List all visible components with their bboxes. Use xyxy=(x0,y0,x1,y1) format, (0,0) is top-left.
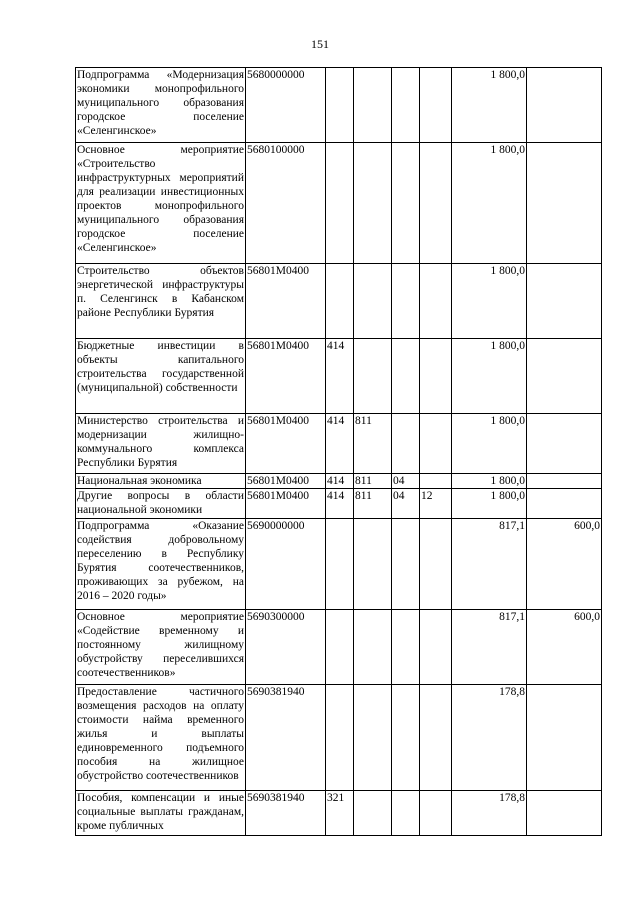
row-name: Основное мероприятие «Содействие временному и постоянному жилищному обустройству переселившихся соотечественников» xyxy=(76,610,246,685)
amount-1: 1 800,0 xyxy=(452,264,527,339)
expense-type-code: 414 xyxy=(326,339,354,414)
section-code xyxy=(392,791,420,836)
amount-1: 1 800,0 xyxy=(452,68,527,143)
section-code xyxy=(392,143,420,264)
subsection-code: 12 xyxy=(420,489,452,519)
target-article-code: 56801М0400 xyxy=(246,264,326,339)
row-name: Пособия, компенсации и иные социальные выплаты гражданам, кроме публичных xyxy=(76,791,246,836)
table-row xyxy=(76,685,602,791)
section-code: 04 xyxy=(392,474,420,489)
expense-type-code xyxy=(326,519,354,610)
table-row xyxy=(76,143,602,264)
ministry-code: 811 xyxy=(354,489,392,519)
row-name: Основное мероприятие «Строительство инфраструктурных мероприятий для реализации инвестиционных проектов монопрофильного муниципального образования городское поселение «Селенгинское» xyxy=(76,143,246,264)
amount-1: 817,1 xyxy=(452,519,527,610)
page-number: 151 xyxy=(311,37,329,51)
subsection-code xyxy=(420,339,452,414)
target-article-code: 5690300000 xyxy=(246,610,326,685)
amount-2 xyxy=(527,474,602,489)
amount-2: 600,0 xyxy=(527,519,602,610)
expense-type-code xyxy=(326,68,354,143)
section-code xyxy=(392,264,420,339)
target-article-code: 5680000000 xyxy=(246,68,326,143)
subsection-code xyxy=(420,791,452,836)
expense-type-code xyxy=(326,685,354,791)
table-row xyxy=(76,339,602,414)
subsection-code xyxy=(420,610,452,685)
amount-1: 817,1 xyxy=(452,610,527,685)
expense-type-code xyxy=(326,143,354,264)
ministry-code xyxy=(354,685,392,791)
budget-table xyxy=(75,67,602,836)
amount-2 xyxy=(527,414,602,474)
expense-type-code: 414 xyxy=(326,489,354,519)
ministry-code: 811 xyxy=(354,414,392,474)
ministry-code xyxy=(354,143,392,264)
row-name: Бюджетные инвестиции в объекты капитального строительства государственной (муниципальной) собственности xyxy=(76,339,246,414)
ministry-code xyxy=(354,68,392,143)
ministry-code xyxy=(354,264,392,339)
amount-2: 600,0 xyxy=(527,610,602,685)
amount-1: 1 800,0 xyxy=(452,414,527,474)
subsection-code xyxy=(420,143,452,264)
subsection-code xyxy=(420,264,452,339)
amount-1: 178,8 xyxy=(452,791,527,836)
subsection-code xyxy=(420,474,452,489)
amount-1: 1 800,0 xyxy=(452,489,527,519)
ministry-code xyxy=(354,339,392,414)
expense-type-code xyxy=(326,610,354,685)
amount-2 xyxy=(527,339,602,414)
amount-1: 178,8 xyxy=(452,685,527,791)
section-code xyxy=(392,68,420,143)
amount-1: 1 800,0 xyxy=(452,143,527,264)
target-article-code: 5690000000 xyxy=(246,519,326,610)
target-article-code: 56801М0400 xyxy=(246,474,326,489)
row-name: Подпрограмма «Модернизация экономики монопрофильного муниципального образования городское поселение «Селенгинское» xyxy=(76,68,246,143)
subsection-code xyxy=(420,414,452,474)
ministry-code xyxy=(354,519,392,610)
section-code xyxy=(392,519,420,610)
expense-type-code: 414 xyxy=(326,414,354,474)
amount-2 xyxy=(527,264,602,339)
row-name: Министерство строительства и модернизации жилищно-коммунального комплекса Республики Бурятия xyxy=(76,414,246,474)
table-row xyxy=(76,68,602,143)
table-row xyxy=(76,264,602,339)
target-article-code: 5690381940 xyxy=(246,685,326,791)
subsection-code xyxy=(420,68,452,143)
ministry-code xyxy=(354,610,392,685)
target-article-code: 56801М0400 xyxy=(246,339,326,414)
row-name: Предоставление частичного возмещения расходов на оплату стоимости найма временного жилья и выплаты единовременного подъемного пособия на жилищное обустройство соотечественников xyxy=(76,685,246,791)
subsection-code xyxy=(420,685,452,791)
row-name: Строительство объектов энергетической инфраструктуры п. Селенгинск в Кабанском районе Республики Бурятия xyxy=(76,264,246,339)
amount-1: 1 800,0 xyxy=(452,339,527,414)
section-code xyxy=(392,414,420,474)
table-row xyxy=(76,610,602,685)
row-name: Национальная экономика xyxy=(76,474,246,489)
target-article-code: 56801М0400 xyxy=(246,489,326,519)
table-row xyxy=(76,519,602,610)
amount-2 xyxy=(527,685,602,791)
ministry-code xyxy=(354,791,392,836)
target-article-code: 56801М0400 xyxy=(246,414,326,474)
table-row xyxy=(76,474,602,489)
target-article-code: 5680100000 xyxy=(246,143,326,264)
section-code: 04 xyxy=(392,489,420,519)
table-row xyxy=(76,489,602,519)
amount-2 xyxy=(527,791,602,836)
section-code xyxy=(392,339,420,414)
ministry-code: 811 xyxy=(354,474,392,489)
section-code xyxy=(392,610,420,685)
subsection-code xyxy=(420,519,452,610)
row-name: Другие вопросы в области национальной экономики xyxy=(76,489,246,519)
amount-2 xyxy=(527,489,602,519)
target-article-code: 5690381940 xyxy=(246,791,326,836)
amount-2 xyxy=(527,143,602,264)
expense-type-code: 414 xyxy=(326,474,354,489)
row-name: Подпрограмма «Оказание содействия добровольному переселению в Республику Бурятия соотечественников, проживающих за рубежом, на 2016 – 2020 годы» xyxy=(76,519,246,610)
amount-2 xyxy=(527,68,602,143)
expense-type-code xyxy=(326,264,354,339)
table-row xyxy=(76,791,602,836)
table-row xyxy=(76,414,602,474)
amount-1: 1 800,0 xyxy=(452,474,527,489)
expense-type-code: 321 xyxy=(326,791,354,836)
section-code xyxy=(392,685,420,791)
